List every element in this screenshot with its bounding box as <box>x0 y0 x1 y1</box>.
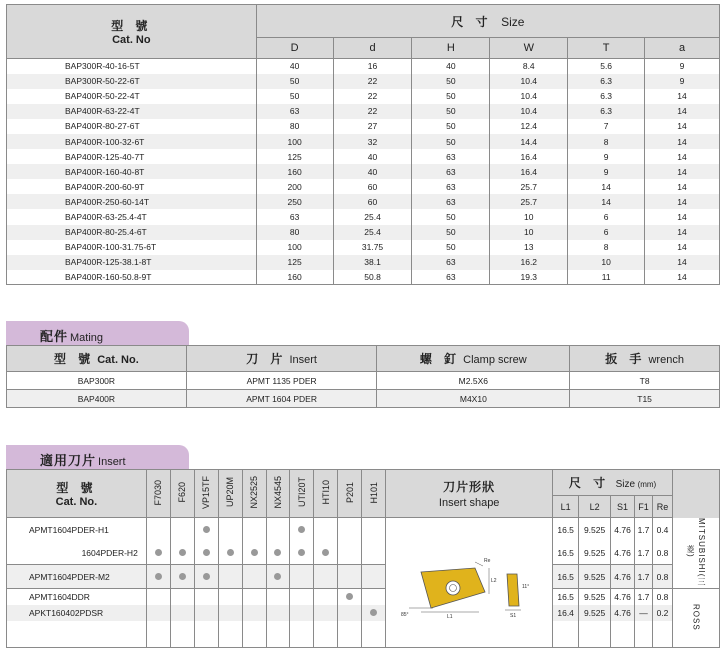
table-row <box>7 255 720 270</box>
grade-cell <box>290 588 314 605</box>
grade-cell <box>218 565 242 589</box>
dim-cell: 1.7 <box>635 565 653 589</box>
mating-table <box>6 345 720 408</box>
size-cell: 50 <box>412 134 490 149</box>
size-cell: 10 <box>490 225 568 240</box>
size-cell: 9 <box>645 74 720 89</box>
mating-cell: M4X10 <box>377 390 570 408</box>
size-cell: 40 <box>333 149 412 164</box>
manufacturer-cell <box>672 588 719 647</box>
table-row <box>7 518 720 542</box>
availability-dot-icon <box>203 549 210 556</box>
size-cell: 160 <box>256 270 333 285</box>
grade-cell <box>338 605 362 622</box>
size-cell: 125 <box>256 149 333 164</box>
size-cell: 11 <box>568 270 645 285</box>
insert-cat-cell: APMT1604PDER-H1 <box>7 518 147 542</box>
grade-cell <box>194 605 218 622</box>
size-cell: 50 <box>256 74 333 89</box>
size-cell: 14 <box>645 209 720 224</box>
cat-no-cell: BAP400R-200-60-9T <box>7 179 257 194</box>
grade-cell <box>170 605 194 622</box>
dim-col-header: F1 <box>635 496 653 518</box>
grade-cell <box>170 565 194 589</box>
availability-dot-icon <box>227 549 234 556</box>
size-cell: 14 <box>645 89 720 104</box>
grade-header: UTI20T <box>296 477 307 508</box>
size-cell: 14 <box>645 194 720 209</box>
grade-header: VP15TF <box>201 475 212 509</box>
size-cell: 31.75 <box>333 240 412 255</box>
grade-cell <box>194 541 218 565</box>
table-row <box>7 179 720 194</box>
cat-no-cell: BAP400R-125-38.1-8T <box>7 255 257 270</box>
size-cell: 63 <box>256 104 333 119</box>
grade-cell <box>314 565 338 589</box>
grade-cell <box>362 541 386 565</box>
size-cell: 14 <box>568 179 645 194</box>
grade-cell <box>146 588 170 605</box>
size-cell: 25.7 <box>490 194 568 209</box>
grade-cell <box>266 541 290 565</box>
size-cell: 63 <box>256 209 333 224</box>
size-cell: 200 <box>256 179 333 194</box>
grade-cell <box>266 518 290 542</box>
size-cell: 80 <box>256 119 333 134</box>
availability-dot-icon <box>298 526 305 533</box>
size-cell: 60 <box>333 194 412 209</box>
dim-cell: 9.525 <box>579 605 611 622</box>
l1-label: L1 <box>447 614 453 621</box>
grade-cell <box>170 518 194 542</box>
size-col-header: T <box>568 38 645 59</box>
grade-cell <box>194 588 218 605</box>
grade-cell <box>362 518 386 542</box>
cat-no-cell: BAP300R-50-22-6T <box>7 74 257 89</box>
grade-cell <box>242 518 266 542</box>
mating-cell: BAP300R <box>7 372 187 390</box>
size-cell: 9 <box>568 149 645 164</box>
dim-col-header: L2 <box>579 496 611 518</box>
cat-no-cell: BAP400R-100-32-6T <box>7 134 257 149</box>
size-cell: 8.4 <box>490 59 568 74</box>
grade-cell <box>170 541 194 565</box>
size-cell: 50 <box>412 209 490 224</box>
cat-no-cell: BAP400R-50-22-4T <box>7 89 257 104</box>
size-cell: 12.4 <box>490 119 568 134</box>
availability-dot-icon <box>203 573 210 580</box>
size-cell: 6 <box>568 209 645 224</box>
size-cell: 9 <box>568 164 645 179</box>
s1-label: S1 <box>510 613 517 620</box>
mating-cat-header: 型 號 Cat. No. <box>7 346 187 372</box>
mating-cell: T15 <box>570 390 720 408</box>
size-cell: 50 <box>412 225 490 240</box>
table-row <box>7 134 720 149</box>
mating-cell: BAP400R <box>7 390 187 408</box>
cat-no-cell: BAP300R-40-16-5T <box>7 59 257 74</box>
size-cell: 22 <box>333 74 412 89</box>
dim-col-header: Re <box>653 496 673 518</box>
size-cell: 250 <box>256 194 333 209</box>
size-cell: 10.4 <box>490 104 568 119</box>
size-col-header: a <box>645 38 720 59</box>
availability-dot-icon <box>370 609 377 616</box>
cat-no-cell: BAP400R-80-25.4-6T <box>7 225 257 240</box>
size-cell: 14 <box>645 270 720 285</box>
cat-no-cell: BAP400R-125-40-7T <box>7 149 257 164</box>
size-cell: 50.8 <box>333 270 412 285</box>
grade-cell <box>194 565 218 589</box>
dim-cell: 16.4 <box>553 605 579 622</box>
table-row <box>7 119 720 134</box>
cat-no-cell: BAP400R-160-40-8T <box>7 164 257 179</box>
dim-cell: 0.4 <box>653 518 673 542</box>
re-label: Re <box>484 558 491 565</box>
size-cell: 50 <box>412 104 490 119</box>
size-cell: 50 <box>412 240 490 255</box>
dim-cell: 1.7 <box>635 588 653 605</box>
size-cell: 14 <box>645 119 720 134</box>
size-cell: 6 <box>568 225 645 240</box>
size-cell: 40 <box>333 164 412 179</box>
grade-header: HTI10 <box>320 480 331 505</box>
grade-cell <box>218 588 242 605</box>
size-cell: 63 <box>412 164 490 179</box>
size-cell: 63 <box>412 149 490 164</box>
size-cell: 63 <box>412 270 490 285</box>
size-col-header: D <box>256 38 333 59</box>
size-cell: 63 <box>412 255 490 270</box>
size-col-header: W <box>490 38 568 59</box>
l2-label: L2 <box>491 578 497 585</box>
cat-no-header: 型 號 Cat. No <box>7 5 257 59</box>
grade-cell <box>362 588 386 605</box>
size-cell: 14 <box>645 134 720 149</box>
grade-cell <box>266 588 290 605</box>
grade-cell <box>338 588 362 605</box>
size-cell: 6.3 <box>568 104 645 119</box>
dim-cell: 16.5 <box>553 518 579 542</box>
grade-cell <box>146 518 170 542</box>
size-cell: 14 <box>645 225 720 240</box>
mating-cell: APMT 1135 PDER <box>186 372 377 390</box>
insert-cat-cell: APMT1604DDR <box>7 588 147 605</box>
size-cell: 27 <box>333 119 412 134</box>
dim-cell: 16.5 <box>553 565 579 589</box>
availability-dot-icon <box>298 549 305 556</box>
grade-cell <box>266 605 290 622</box>
dim-cell: 1.7 <box>635 541 653 565</box>
size-cell: 80 <box>256 225 333 240</box>
size-cell: 40 <box>412 59 490 74</box>
grade-cell <box>314 518 338 542</box>
size-table <box>6 4 720 285</box>
size-cell: 25.4 <box>333 209 412 224</box>
size-cell: 100 <box>256 240 333 255</box>
dim-cell: 4.76 <box>611 605 635 622</box>
size-cell: 13 <box>490 240 568 255</box>
size-col-header: d <box>333 38 412 59</box>
table-row <box>7 390 720 408</box>
grade-cell <box>314 541 338 565</box>
grade-cell <box>242 605 266 622</box>
grade-cell <box>170 588 194 605</box>
dim-cell: 9.525 <box>579 588 611 605</box>
dim-col-header: S1 <box>611 496 635 518</box>
insert-shape-drawing <box>389 550 549 630</box>
table-row <box>7 209 720 224</box>
table-row <box>7 164 720 179</box>
cat-no-cell: BAP400R-80-27-6T <box>7 119 257 134</box>
cat-no-cell: BAP400R-160-50.8-9T <box>7 270 257 285</box>
size-cell: 63 <box>412 194 490 209</box>
grade-cell <box>146 605 170 622</box>
size-cell: 6.3 <box>568 89 645 104</box>
size-cell: 10.4 <box>490 74 568 89</box>
mating-wrench-header: 扳 手 wrench <box>570 346 720 372</box>
size-cell: 160 <box>256 164 333 179</box>
grade-cell <box>146 565 170 589</box>
size-cell: 6.3 <box>568 74 645 89</box>
grade-cell <box>362 565 386 589</box>
size-cell: 22 <box>333 104 412 119</box>
size-cell: 50 <box>412 119 490 134</box>
size-cell: 22 <box>333 89 412 104</box>
table-row <box>7 605 720 622</box>
availability-dot-icon <box>346 593 353 600</box>
angle-85-label: 85° <box>401 612 409 619</box>
dim-cell: 9.525 <box>579 518 611 542</box>
dim-cell: 16.5 <box>553 541 579 565</box>
mating-section-tab: 配件 Mating <box>6 321 189 345</box>
insert-cat-cell: APMT1604PDER-M2 <box>7 565 147 589</box>
grade-cell <box>314 588 338 605</box>
size-cell: 16 <box>333 59 412 74</box>
availability-dot-icon <box>274 549 281 556</box>
grade-cell <box>218 605 242 622</box>
mating-insert-header: 刀 片 Insert <box>186 346 377 372</box>
dim-col-header: L1 <box>553 496 579 518</box>
size-cell: 14 <box>645 255 720 270</box>
size-cell: 14.4 <box>490 134 568 149</box>
size-cell: 8 <box>568 240 645 255</box>
size-cell: 50 <box>412 89 490 104</box>
table-row <box>7 89 720 104</box>
table-row <box>7 59 720 74</box>
grade-cell <box>146 541 170 565</box>
availability-dot-icon <box>179 549 186 556</box>
dim-cell: 0.8 <box>653 588 673 605</box>
mating-cell: M2.5X6 <box>377 372 570 390</box>
grade-cell <box>362 605 386 622</box>
size-cell: 25.4 <box>333 225 412 240</box>
grade-cell <box>242 588 266 605</box>
dim-cell: 16.5 <box>553 588 579 605</box>
size-cell: 50 <box>412 74 490 89</box>
availability-dot-icon <box>155 573 162 580</box>
grade-cell <box>266 565 290 589</box>
size-cell: 25.7 <box>490 179 568 194</box>
mating-cell: T8 <box>570 372 720 390</box>
table-row <box>7 74 720 89</box>
grade-header: H101 <box>368 481 379 504</box>
grade-header: UP20M <box>225 477 236 508</box>
size-cell: 14 <box>645 149 720 164</box>
grade-cell <box>338 565 362 589</box>
grade-cell <box>290 605 314 622</box>
dim-cell: 0.8 <box>653 541 673 565</box>
insert-shape-cell <box>386 518 553 648</box>
size-cell: 32 <box>333 134 412 149</box>
grade-cell <box>218 518 242 542</box>
size-cell: 19.3 <box>490 270 568 285</box>
insert-shape-header: 刀片形狀 Insert shape <box>386 470 553 518</box>
availability-dot-icon <box>155 549 162 556</box>
size-cell: 14 <box>645 164 720 179</box>
size-col-header: H <box>412 38 490 59</box>
dim-cell: 9.525 <box>579 541 611 565</box>
grade-cell <box>338 541 362 565</box>
size-cell: 8 <box>568 134 645 149</box>
mating-screw-header: 螺 釘 Clamp screw <box>377 346 570 372</box>
grade-header: NX2525 <box>249 476 260 509</box>
cat-no-cell: BAP400R-250-60-14T <box>7 194 257 209</box>
angle-11-label: 11° <box>522 584 530 591</box>
table-row <box>7 225 720 240</box>
size-cell: 100 <box>256 134 333 149</box>
size-cell: 16.4 <box>490 164 568 179</box>
manufacturer-label: MITSUBISHI(三菱) <box>685 517 706 586</box>
availability-dot-icon <box>251 549 258 556</box>
dim-cell: 4.76 <box>611 541 635 565</box>
insert-size-header: 尺 寸 Size (mm) <box>553 470 673 496</box>
dim-cell: 4.76 <box>611 518 635 542</box>
manufacturer-cell <box>672 518 719 589</box>
dim-cell: 0.2 <box>653 605 673 622</box>
size-cell: 14 <box>645 240 720 255</box>
size-cell: 40 <box>256 59 333 74</box>
cat-no-cell: BAP400R-100-31.75-6T <box>7 240 257 255</box>
dim-cell: 4.76 <box>611 588 635 605</box>
availability-dot-icon <box>179 573 186 580</box>
size-cell: 10.4 <box>490 89 568 104</box>
grade-cell <box>242 541 266 565</box>
table-row <box>7 104 720 119</box>
manufacturer-label: ROSS <box>691 603 701 631</box>
size-cell: 38.1 <box>333 255 412 270</box>
grade-header: F620 <box>177 482 188 503</box>
dim-cell: 0.8 <box>653 565 673 589</box>
grade-cell <box>290 541 314 565</box>
grade-cell <box>314 605 338 622</box>
dim-cell: 9.525 <box>579 565 611 589</box>
grade-header: F7030 <box>153 479 164 506</box>
cat-no-cell: BAP400R-63-22-4T <box>7 104 257 119</box>
size-cell: 14 <box>568 194 645 209</box>
grade-cell <box>290 518 314 542</box>
grade-cell <box>242 565 266 589</box>
dim-cell: — <box>635 605 653 622</box>
dim-cell: 4.76 <box>611 565 635 589</box>
size-cell: 125 <box>256 255 333 270</box>
insert-cat-cell: APKT160402PDSR <box>7 605 147 622</box>
size-cell: 10 <box>490 209 568 224</box>
table-row <box>7 240 720 255</box>
grade-cell <box>338 518 362 542</box>
table-row <box>7 270 720 285</box>
dim-cell: 1.7 <box>635 518 653 542</box>
availability-dot-icon <box>274 573 281 580</box>
mating-cell: APMT 1604 PDER <box>186 390 377 408</box>
availability-dot-icon <box>322 549 329 556</box>
insert-cat-cell: 1604PDER-H2 <box>7 541 147 565</box>
size-cell: 14 <box>645 179 720 194</box>
size-cell: 50 <box>256 89 333 104</box>
size-cell: 63 <box>412 179 490 194</box>
size-cell: 60 <box>333 179 412 194</box>
cat-no-cell: BAP400R-63-25.4-4T <box>7 209 257 224</box>
size-cell: 7 <box>568 119 645 134</box>
grade-header: NX4545 <box>272 476 283 509</box>
size-cell: 16.4 <box>490 149 568 164</box>
table-row <box>7 149 720 164</box>
size-header: 尺 寸 Size <box>256 5 719 38</box>
size-cell: 14 <box>645 104 720 119</box>
table-row <box>7 541 720 565</box>
size-cell: 16.2 <box>490 255 568 270</box>
grade-header: P201 <box>344 481 355 504</box>
availability-dot-icon <box>203 526 210 533</box>
insert-section-tab: 適用刀片 Insert <box>6 445 189 469</box>
insert-table <box>6 469 720 648</box>
insert-cat-header: 型 號 Cat. No. <box>7 470 147 518</box>
table-row <box>7 588 720 605</box>
grade-cell <box>218 541 242 565</box>
size-cell: 10 <box>568 255 645 270</box>
size-cell: 5.6 <box>568 59 645 74</box>
table-row <box>7 372 720 390</box>
table-row <box>7 194 720 209</box>
table-row <box>7 565 720 589</box>
grade-cell <box>194 518 218 542</box>
grade-cell <box>290 565 314 589</box>
size-cell: 9 <box>645 59 720 74</box>
